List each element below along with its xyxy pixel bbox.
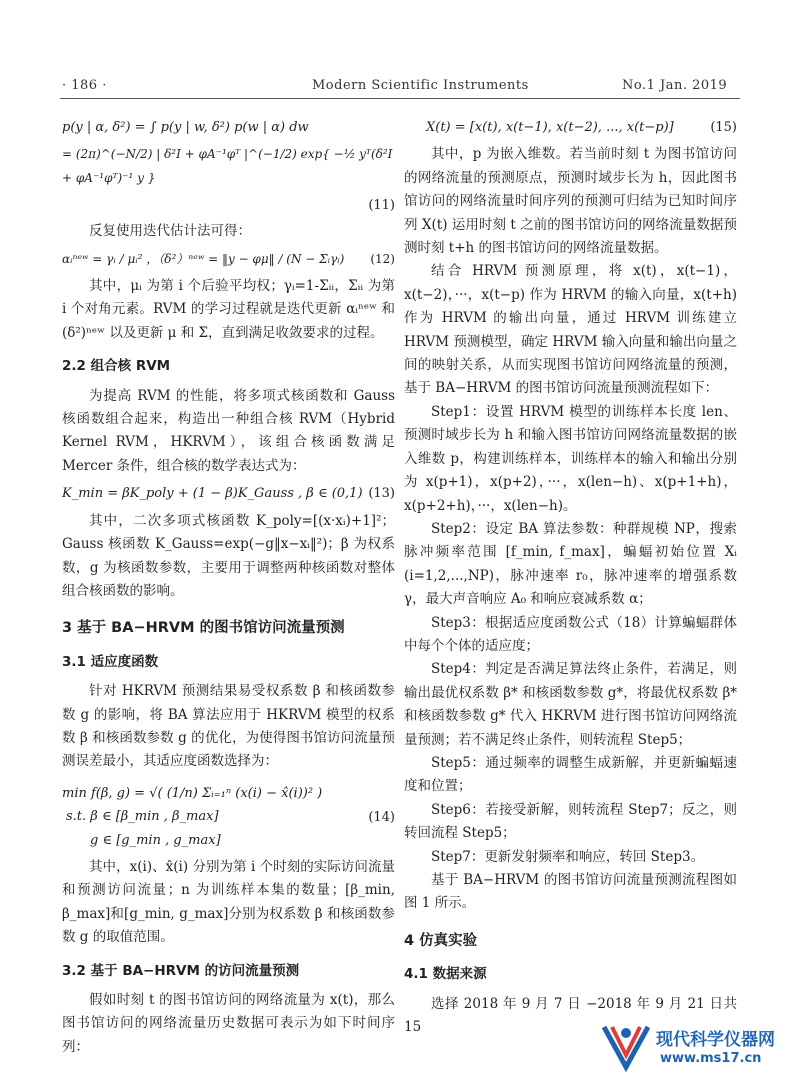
watermark — [598, 1015, 788, 1077]
page-number: · 186 · — [62, 78, 107, 93]
step-7: Step7：更新发射频率和响应，转回 Step3。 — [431, 848, 705, 865]
equation-14-line1: min f(β, g) = √( (1/n) Σᵢ₌₁ⁿ (x(i) − x̂(i))² ) — [62, 785, 323, 801]
paragraph-3-2: 假如时刻 t 的图书馆访问的网络流量为 x(t)，那么图书馆访问的网络流量历史数据可表示为如下时间序列： — [62, 992, 395, 1055]
equation-14-number: (14) — [368, 809, 395, 825]
header-rule — [60, 98, 740, 99]
equation-11-line1: p(y | α, δ²) = ∫ p(y | w, δ²) p(w | α) dw — [62, 120, 309, 135]
watermark-logo-icon — [598, 1017, 654, 1073]
paragraph-where-1: 其中，μᵢ 为第 i 个后验平均权；γᵢ=1-Σᵢᵢ，Σᵢᵢ 为第 i 个对角元素。RVM 的学习过程就是迭代更新 αᵢⁿᵉʷ 和(δ²)ⁿᵉʷ 以及更新 μ 和 Σ，直到满足收敛要求的过程。 — [62, 278, 395, 341]
paragraph-where-3: 其中，x(i)、x̂(i) 分别为第 i 个时刻的实际访问流量和预测访问流量；n 为训练样本集的数量；[β_min, β_max]和[g_min, g_max]分别为权系数 β 和核函数参数 g 的取值范围。 — [62, 858, 395, 946]
journal-name: Modern Scientific Instruments — [312, 78, 529, 93]
equation-12-body: αᵢⁿᵉʷ = γᵢ / μᵢ² ，（δ²）ⁿᵉʷ = ‖y − φμ‖ / (N − Σᵢγᵢ) — [62, 251, 345, 266]
equation-15-number: (15) — [710, 120, 737, 135]
equation-12-number: (12) — [370, 251, 395, 266]
equation-13-number: (13) — [368, 486, 395, 502]
step-3: Step3：根据适应度函数公式（18）计算蝙蝠群体中每个个体的适应度； — [404, 614, 737, 654]
section-2-2-heading: 2.2 组合核 RVM — [62, 358, 171, 375]
paragraph-3-1: 针对 HKRVM 预测结果易受权系数 β 和核函数参数 g 的影响，将 BA 算法应用于 HKRVM 模型的权系数 β 和核函数参数 g 的优化，为使得图书馆访问流量预测误差最小，其适应度函数选择为： — [62, 683, 395, 770]
equation-13-body: K_min = βK_poly + (1 − β)K_Gauss , β ∈ (0,1) — [62, 486, 363, 502]
equation-14-line3: g ∈ [g_min , g_max] — [90, 832, 221, 848]
equation-15-body: X(t) = [x(t), x(t−1), x(t−2), ..., x(t−p)] — [426, 120, 674, 135]
paragraph-iteration: 反复使用迭代估计法可得： — [89, 223, 251, 240]
equation-15 — [404, 116, 737, 139]
step-4: Step4：判定是否满足算法终止条件，若满足，则输出最优权系数 β* 和核函数参数 g*，将最优权系数 β* 和核函数参数 g* 代入 HKRVM 进行图书馆访问网络流量预测；若不满足终止条件，则转流程 Step5； — [404, 661, 737, 748]
issue-info: No.1 Jan. 2019 — [622, 78, 728, 93]
equation-14 — [62, 782, 395, 852]
step-5: Step5：通过频率的调整生成新解，并更新蝙蝠速度和位置； — [404, 754, 737, 795]
step-2: Step2：设定 BA 算法参数：种群规模 NP，搜索脉冲频率范围 [f_min, f_max]，蝙蝠初始位置 Xᵢ (i=1,2,...,NP)，脉冲速率 r₀，脉冲速率的增强系数 γ，最大声音响应 A₀ 和响应衰减系数 α； — [404, 520, 737, 608]
section-4-heading: 4 仿真实验 — [404, 932, 478, 949]
step-1: Step1：设置 HRVM 模型的训练样本长度 len、预测时域步长为 h 和输入图书馆访问网络流量数据的嵌入维数 p，构建训练样本，训练样本的输入和输出分别为 x(p+1)，x(p+2)，···，x(len−h)、x(p+1+h)，x(p+2+h)，···，x(len−h)。 — [404, 403, 737, 514]
section-3-heading: 3 基于 BA−HRVM 的图书馆访问流量预测 — [62, 620, 345, 637]
left-column — [62, 112, 395, 1059]
paragraph-4-1: 选择 2018 年 9 月 7 日 −2018 年 9 月 21 日共 15 — [404, 995, 737, 1036]
paragraph-2-2: 为提高 RVM 的性能，将多项式核函数和 Gauss 核函数组合起来，构造出一种组合核 RVM（Hybrid Kernel RVM，HKRVM），该组合核函数满足 Mercer 条件，组合核的数学表达式为： — [62, 387, 395, 474]
right-column — [404, 112, 737, 1039]
equation-11-number: (11) — [368, 198, 395, 214]
section-3-2-heading: 3.2 基于 BA−HRVM 的访问流量预测 — [62, 962, 300, 979]
equation-13 — [62, 482, 395, 505]
watermark-name: 现代科学仪器网 — [656, 1030, 775, 1050]
section-4-1-heading: 4.1 数据来源 — [404, 966, 487, 983]
watermark-url: www.ms17.cn — [660, 1051, 762, 1066]
paragraph-hrvm: 结合 HRVM 预测原理，将 x(t)，x(t−1)，x(t−2)，···，x(t−p) 作为 HRVM 的输入向量，x(t+h) 作为 HRVM 的输出向量，通过 HRVM 训练建立 HRVM 预测模型，确定 HRVM 输入向量和输出向量之间的映射关系，从而实现图书馆访问网络流量的预测，基于 BA−HRVM 的图书馆访问流量预测流程如下： — [404, 263, 737, 397]
section-3-1-heading: 3.1 适应度函数 — [62, 653, 159, 670]
paragraph-where-2: 其中，二次多项式核函数 K_poly=[(x·xᵢ)+1]²；Gauss 核函数 K_Gauss=exp(−g‖x−xᵢ‖²)；β 为权系数，g 为核函数参数，主要用于调整两种核函数对整体组合核函数的影响。 — [62, 512, 395, 599]
equation-11-number-row — [62, 194, 395, 216]
step-6: Step6：若接受新解，则转流程 Step7；反之，则转回流程 Step5； — [404, 801, 737, 842]
paragraph-embedding: 其中，p 为嵌入维数。若当前时刻 t 为图书馆访问的网络流量的预测原点，预测时域步长为 h，因此图书馆访问的网络流量时间序列的预测可归结为已知时间序列 X(t) 运用时刻 t 之前的图书馆访问的网络流量数据预测时刻 t+h 的图书馆访问的网络流量数据。 — [404, 146, 737, 257]
equation-11-line2: = (2π)^(−N/2) | δ²I + φA⁻¹φᵀ |^(−1/2) exp{ −½ yᵀ(δ²I + φA⁻¹φᵀ)⁻¹ y } — [62, 147, 393, 185]
paragraph-flowchart: 基于 BA−HRVM 的图书馆访问流量预测流程图如图 1 所示。 — [404, 872, 737, 912]
equation-14-line2: s.t. β ∈ [β_min , β_max] — [66, 809, 219, 825]
equation-12 — [62, 248, 395, 271]
